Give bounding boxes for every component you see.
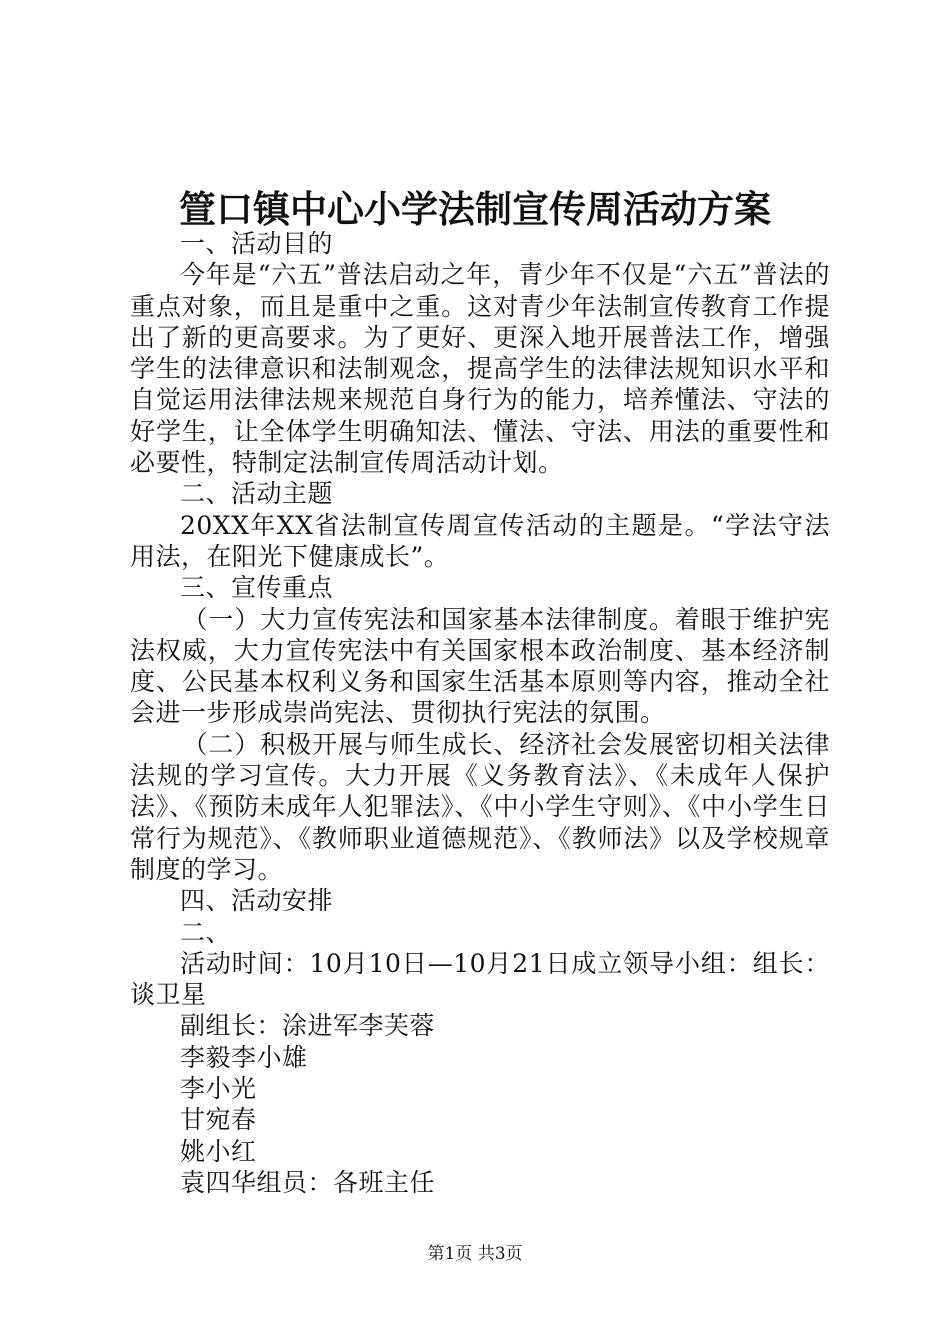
page-footer: 第1页 共3页 (427, 1244, 523, 1264)
document-title: 箮口镇中心小学法制宣传周活动方案 (179, 187, 771, 231)
paragraph-focus-1: （一）大力宣传宪法和国家基本法律制度。着眼于维护宪法权威，大力宣传宪法中有关国家根本政治制度、基本经济制度、公民基本权利义务和国家生活基本原则等内容，推动全社会进一步形成崇尚宪法、贯彻执行宪法的氛围。 (130, 604, 830, 728)
heading-section-4: 四、活动安排 (180, 886, 334, 916)
paragraph-purpose: 今年是“六五”普法启动之年，青少年不仅是“六五”普法的重点对象，而且是重中之重。这对青少年法制宣传教育工作提出了新的更高要求。为了更好、更深入地开展普法工作，增强学生的法律意识和法制观念，提高学生的法律法规知识水平和自觉运用法律法规来规范自身行为的能力，培养懂法、守法的好学生，让全体学生明确知法、懂法、守法、用法的重要性和必要性，特制定法制宣传周活动计划。 (130, 260, 830, 478)
document-body (130, 228, 830, 1198)
line-member-names-1: 李毅李小雄 (180, 1042, 308, 1072)
line-member-names-2: 李小光 (180, 1074, 257, 1104)
paragraph-theme: 20XX年XX省法制宣传周宣传活动的主题是。“学法守法用法，在阳光下健康成长”。 (130, 510, 830, 571)
line-deputy-leaders: 副组长：涂进军李芙蓉 (180, 1011, 436, 1041)
paragraph-focus-2: （二）积极开展与师生成长、经济社会发展密切相关法律法规的学习宣传。大力开展《义务教育法》、《未成年人保护法》、《预防未成年人犯罪法》、《中小学生守则》、《中小学生日常行为规范》、《教师职业道德规范》、《教师法》以及学校规章制度的学习。 (130, 729, 830, 884)
line-members: 袁四华组员：各班主任 (180, 1167, 436, 1197)
heading-section-1: 一、活动目的 (180, 229, 334, 258)
heading-section-3: 三、宣传重点 (180, 573, 334, 603)
line-member-names-3: 甘宛春 (180, 1105, 257, 1135)
list-marker-two: 二、 (180, 917, 232, 947)
paragraph-schedule: 活动时间：10月10日—10月21日成立领导小组：组长：谈卫星 (130, 948, 830, 1010)
line-member-names-4: 姚小红 (180, 1136, 257, 1166)
heading-section-2: 二、活动主题 (180, 479, 334, 509)
